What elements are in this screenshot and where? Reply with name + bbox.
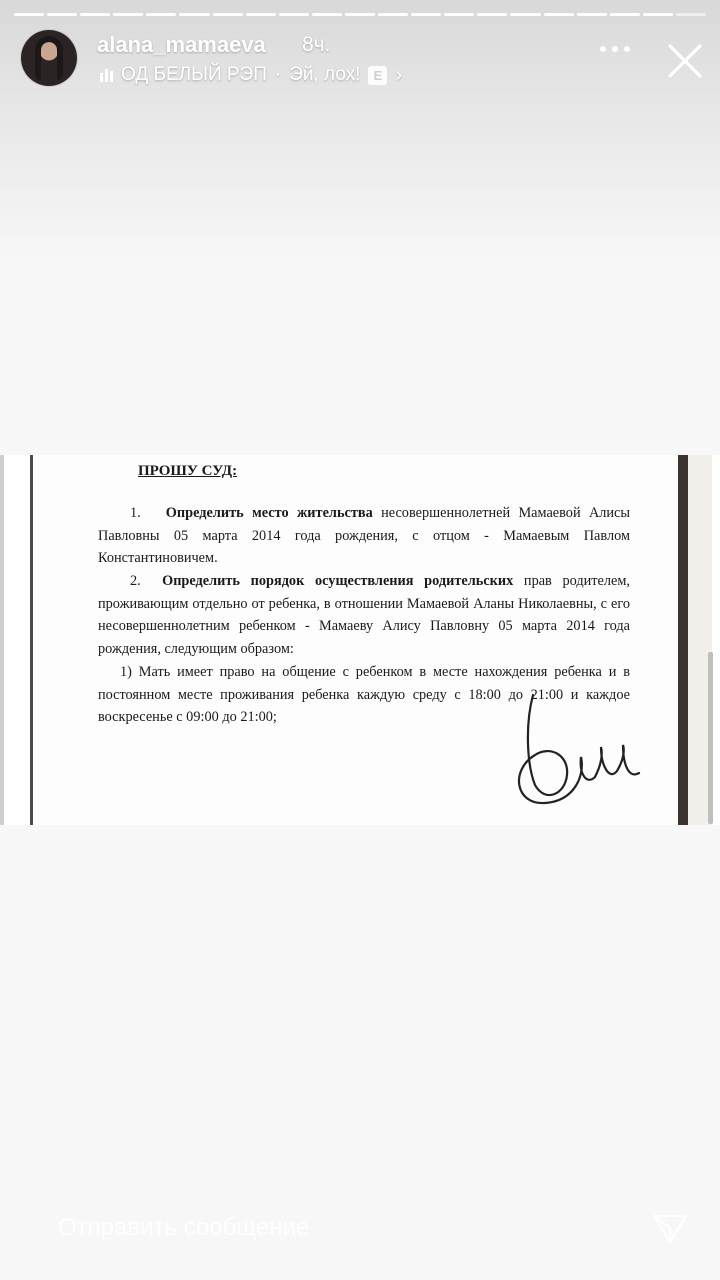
progress-segment bbox=[213, 13, 243, 16]
music-artist: ОД БЕЛЫЙ РЭП bbox=[121, 64, 267, 85]
document-item-2-1: 1) Мать имеет право на общение с ребенком в месте нахождения ребенка и в постоянном месте проживания ребенка каждую среду с 18:00 до 21:00 и каждое воскресенье с 09:00 до 21:00; bbox=[98, 664, 630, 725]
document-photo bbox=[0, 455, 720, 825]
progress-segment bbox=[510, 13, 540, 16]
scrollbar bbox=[708, 652, 713, 824]
progress-segment bbox=[246, 13, 276, 16]
document-title: ПРОШУ СУД: bbox=[138, 463, 238, 479]
progress-segment bbox=[80, 13, 110, 16]
username[interactable]: alana_mamaeva bbox=[97, 32, 266, 57]
progress-segment bbox=[544, 13, 574, 16]
time-ago: 8ч. bbox=[302, 33, 331, 56]
send-icon[interactable] bbox=[650, 1208, 690, 1248]
music-bars-icon bbox=[100, 68, 113, 82]
story-header bbox=[0, 26, 720, 96]
reply-input[interactable]: Отправить сообщение bbox=[58, 1214, 310, 1241]
story-progress-bar bbox=[14, 13, 706, 17]
more-icon[interactable] bbox=[600, 46, 630, 52]
close-icon[interactable] bbox=[666, 42, 704, 80]
progress-segment bbox=[179, 13, 209, 16]
progress-segment bbox=[113, 13, 143, 16]
progress-segment bbox=[411, 13, 441, 16]
progress-segment bbox=[279, 13, 309, 16]
progress-segment bbox=[378, 13, 408, 16]
progress-segment bbox=[444, 13, 474, 16]
progress-segment bbox=[47, 13, 77, 16]
progress-segment bbox=[345, 13, 375, 16]
signature-icon bbox=[505, 685, 655, 815]
progress-segment bbox=[577, 13, 607, 16]
document-item-1: 1. Определить место жительства несовершеннолетней Мамаевой Алисы Павловны 05 марта 2014 года рождения, с отцом - Мамаевым Павлом Константиновичем. bbox=[98, 505, 630, 566]
progress-segment bbox=[477, 13, 507, 16]
progress-segment bbox=[643, 13, 673, 16]
progress-segment bbox=[312, 13, 342, 16]
explicit-badge: E bbox=[368, 66, 387, 85]
avatar[interactable] bbox=[21, 30, 77, 86]
music-track: Эй, лох! bbox=[289, 64, 361, 85]
music-separator: · bbox=[274, 64, 282, 85]
document-item-2: 2. Определить порядок осуществления родительских прав родителем, проживающим отдельно от ребенка, в отношении Мамаевой Аланы Николаевны, с его несовершеннолетним ребенком - Мамаеву Алису Павловну 05 марта 2014 года рождения, следующим образом: bbox=[98, 573, 630, 657]
progress-segment bbox=[146, 13, 176, 16]
progress-segment bbox=[610, 13, 640, 16]
chevron-right-icon: › bbox=[395, 63, 403, 86]
music-attribution[interactable] bbox=[100, 63, 402, 87]
progress-segment bbox=[14, 13, 44, 16]
progress-segment bbox=[676, 13, 706, 16]
